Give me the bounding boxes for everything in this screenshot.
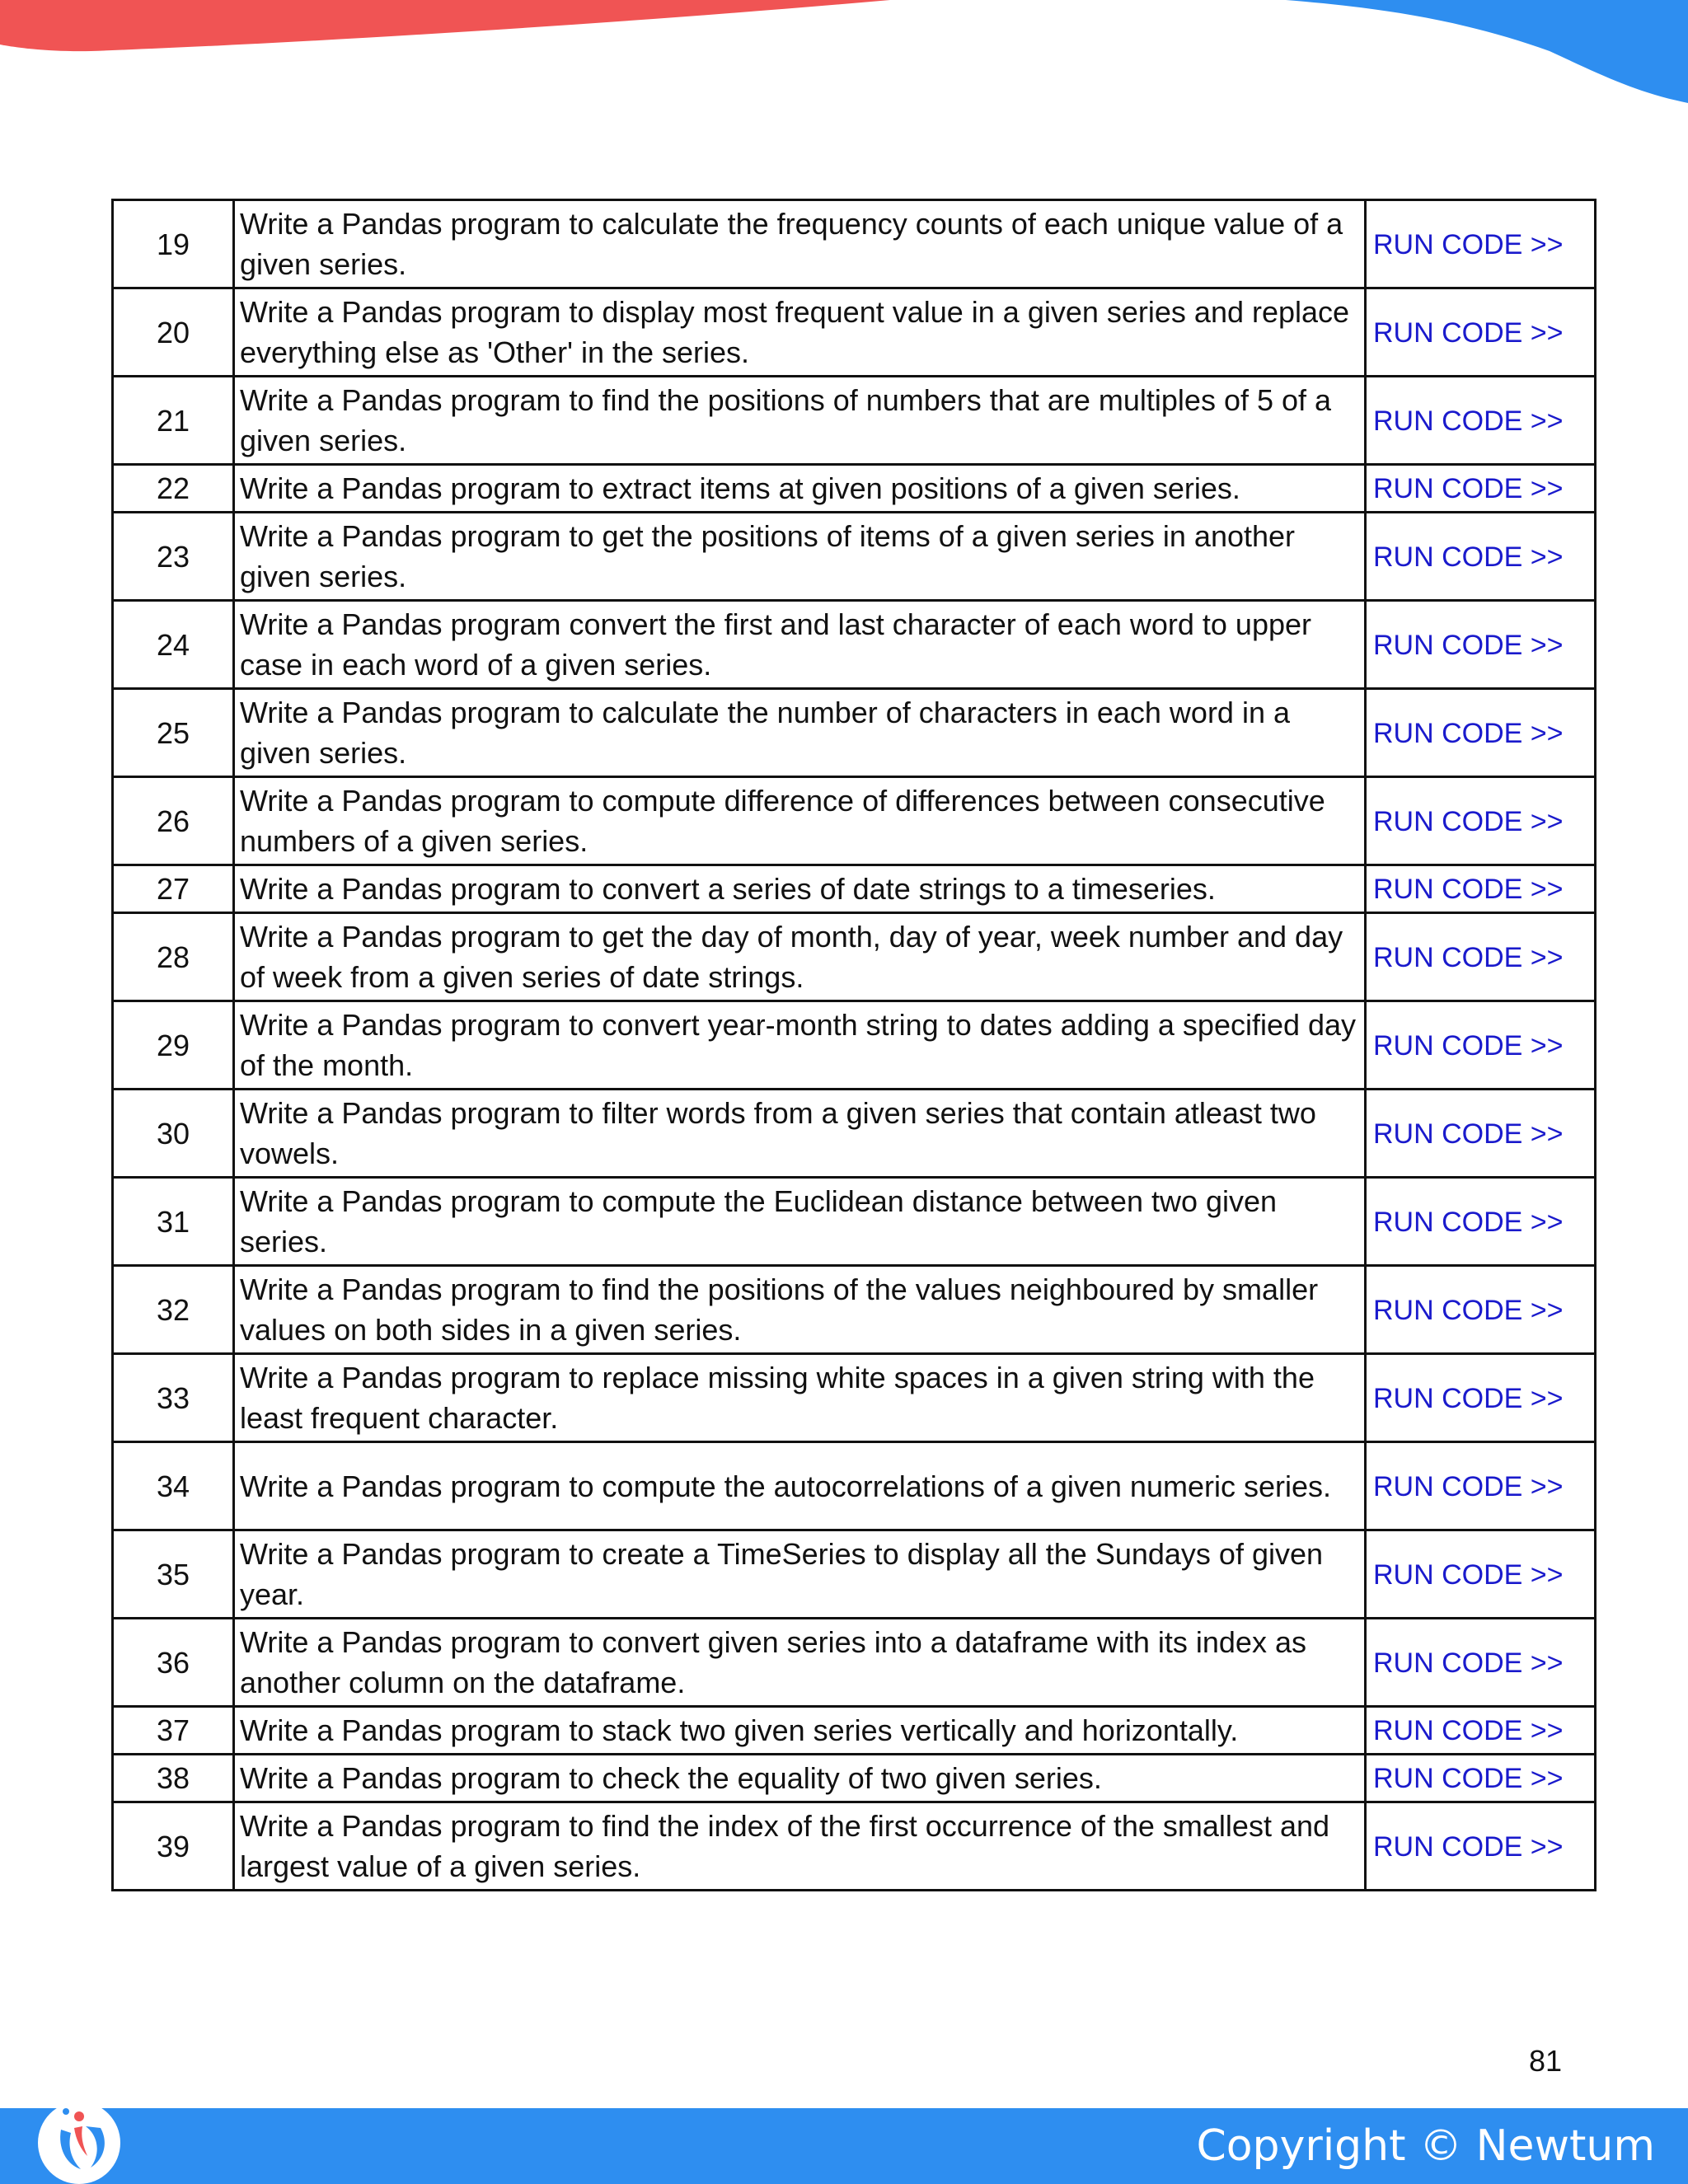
table-row	[113, 1619, 1596, 1707]
run-code-link[interactable]: RUN CODE >>	[1373, 1382, 1564, 1414]
run-code-link[interactable]: RUN CODE >>	[1373, 629, 1564, 661]
run-code-link[interactable]: RUN CODE >>	[1373, 316, 1564, 349]
exercise-description: Write a Pandas program to replace missing white spaces in a given string with the least frequent character.	[234, 1354, 1366, 1442]
table-row	[113, 1802, 1596, 1891]
table-row	[113, 1442, 1596, 1530]
run-code-link[interactable]: RUN CODE >>	[1373, 473, 1564, 504]
exercise-description: Write a Pandas program to filter words from a given series that contain atleast two vowels.	[234, 1090, 1366, 1178]
run-code-cell	[1366, 1755, 1596, 1802]
exercise-description: Write a Pandas program to get the day of month, day of year, week number and day of week from a given series of date strings.	[234, 913, 1366, 1001]
run-code-link[interactable]: RUN CODE >>	[1373, 1206, 1564, 1238]
exercise-number: 37	[113, 1707, 234, 1755]
exercise-description: Write a Pandas program to stack two given series vertically and horizontally.	[234, 1707, 1366, 1755]
run-code-link[interactable]: RUN CODE >>	[1373, 1118, 1564, 1150]
exercise-description: Write a Pandas program to compute the autocorrelations of a given numeric series.	[234, 1442, 1366, 1530]
run-code-link[interactable]: RUN CODE >>	[1373, 228, 1564, 260]
exercise-description: Write a Pandas program to compute the Euclidean distance between two given series.	[234, 1178, 1366, 1266]
run-code-cell	[1366, 689, 1596, 777]
run-code-link[interactable]: RUN CODE >>	[1373, 1029, 1564, 1062]
exercise-description: Write a Pandas program to extract items at given positions of a given series.	[234, 465, 1366, 513]
run-code-cell	[1366, 377, 1596, 465]
exercise-description: Write a Pandas program to display most frequent value in a given series and replace everything else as 'Other' in the series.	[234, 288, 1366, 377]
run-code-cell	[1366, 601, 1596, 689]
exercise-description: Write a Pandas program to calculate the frequency counts of each unique value of a given series.	[234, 200, 1366, 288]
exercise-number: 35	[113, 1530, 234, 1619]
run-code-cell	[1366, 1001, 1596, 1090]
run-code-link[interactable]: RUN CODE >>	[1373, 874, 1564, 905]
exercise-number: 36	[113, 1619, 234, 1707]
run-code-cell	[1366, 465, 1596, 513]
table-row	[113, 1178, 1596, 1266]
exercise-number: 27	[113, 865, 234, 913]
run-code-link[interactable]: RUN CODE >>	[1373, 1558, 1564, 1591]
exercise-table	[111, 199, 1597, 1891]
exercise-number: 34	[113, 1442, 234, 1530]
run-code-cell	[1366, 1090, 1596, 1178]
table-row	[113, 913, 1596, 1001]
run-code-cell	[1366, 200, 1596, 288]
table-row	[113, 200, 1596, 288]
table-row	[113, 1530, 1596, 1619]
run-code-cell	[1366, 1530, 1596, 1619]
run-code-link[interactable]: RUN CODE >>	[1373, 1470, 1564, 1502]
exercise-number: 26	[113, 777, 234, 865]
run-code-link[interactable]: RUN CODE >>	[1373, 1763, 1564, 1794]
run-code-link[interactable]: RUN CODE >>	[1373, 1715, 1564, 1746]
run-code-cell	[1366, 513, 1596, 601]
run-code-cell	[1366, 1178, 1596, 1266]
run-code-cell	[1366, 1619, 1596, 1707]
exercise-number: 25	[113, 689, 234, 777]
exercise-description: Write a Pandas program to find the positions of numbers that are multiples of 5 of a given series.	[234, 377, 1366, 465]
run-code-cell	[1366, 288, 1596, 377]
exercise-number: 21	[113, 377, 234, 465]
table-row	[113, 1354, 1596, 1442]
exercise-number: 20	[113, 288, 234, 377]
run-code-cell	[1366, 1442, 1596, 1530]
table-row	[113, 513, 1596, 601]
run-code-link[interactable]: RUN CODE >>	[1373, 405, 1564, 437]
exercise-number: 24	[113, 601, 234, 689]
table-row	[113, 377, 1596, 465]
exercise-description: Write a Pandas program to convert a series of date strings to a timeseries.	[234, 865, 1366, 913]
exercise-description: Write a Pandas program convert the first and last character of each word to upper case in each word of a given series.	[234, 601, 1366, 689]
exercise-number: 29	[113, 1001, 234, 1090]
run-code-link[interactable]: RUN CODE >>	[1373, 717, 1564, 749]
run-code-link[interactable]: RUN CODE >>	[1373, 1830, 1564, 1863]
table-row	[113, 689, 1596, 777]
run-code-link[interactable]: RUN CODE >>	[1373, 805, 1564, 837]
table-row	[113, 777, 1596, 865]
exercise-table-body	[113, 200, 1596, 1891]
run-code-link[interactable]: RUN CODE >>	[1373, 1294, 1564, 1326]
exercise-number: 19	[113, 200, 234, 288]
exercise-number: 22	[113, 465, 234, 513]
run-code-link[interactable]: RUN CODE >>	[1373, 941, 1564, 973]
exercise-description: Write a Pandas program to compute difference of differences between consecutive numbers of a given series.	[234, 777, 1366, 865]
run-code-cell	[1366, 1707, 1596, 1755]
page-number: 81	[1529, 2044, 1563, 2078]
exercise-number: 30	[113, 1090, 234, 1178]
exercise-number: 33	[113, 1354, 234, 1442]
run-code-cell	[1366, 1266, 1596, 1354]
exercise-number: 38	[113, 1755, 234, 1802]
table-row	[113, 1755, 1596, 1802]
table-row	[113, 1001, 1596, 1090]
run-code-cell	[1366, 777, 1596, 865]
exercise-description: Write a Pandas program to get the positions of items of a given series in another given series.	[234, 513, 1366, 601]
run-code-link[interactable]: RUN CODE >>	[1373, 1647, 1564, 1679]
run-code-cell	[1366, 1802, 1596, 1891]
exercise-description: Write a Pandas program to calculate the number of characters in each word in a given series.	[234, 689, 1366, 777]
exercise-description: Write a Pandas program to create a TimeSeries to display all the Sundays of given year.	[234, 1530, 1366, 1619]
exercise-description: Write a Pandas program to find the index of the first occurrence of the smallest and largest value of a given series.	[234, 1802, 1366, 1891]
exercise-description: Write a Pandas program to convert given series into a dataframe with its index as another column on the dataframe.	[234, 1619, 1366, 1707]
run-code-cell	[1366, 865, 1596, 913]
table-row	[113, 465, 1596, 513]
table-row	[113, 1090, 1596, 1178]
copyright-text: Copyright © Newtum	[1196, 2121, 1655, 2171]
exercise-number: 31	[113, 1178, 234, 1266]
table-row	[113, 288, 1596, 377]
table-row	[113, 1707, 1596, 1755]
exercise-description: Write a Pandas program to check the equality of two given series.	[234, 1755, 1366, 1802]
exercise-number: 28	[113, 913, 234, 1001]
table-row	[113, 1266, 1596, 1354]
exercise-number: 32	[113, 1266, 234, 1354]
run-code-cell	[1366, 913, 1596, 1001]
top-wave-decoration	[0, 0, 1688, 107]
exercise-number: 39	[113, 1802, 234, 1891]
table-row	[113, 865, 1596, 913]
exercise-description: Write a Pandas program to find the positions of the values neighboured by smaller values on both sides in a given series.	[234, 1266, 1366, 1354]
exercise-number: 23	[113, 513, 234, 601]
newtum-logo-icon	[33, 2079, 125, 2184]
run-code-cell	[1366, 1354, 1596, 1442]
run-code-link[interactable]: RUN CODE >>	[1373, 541, 1564, 573]
table-row	[113, 601, 1596, 689]
exercise-description: Write a Pandas program to convert year-month string to dates adding a specified day of the month.	[234, 1001, 1366, 1090]
